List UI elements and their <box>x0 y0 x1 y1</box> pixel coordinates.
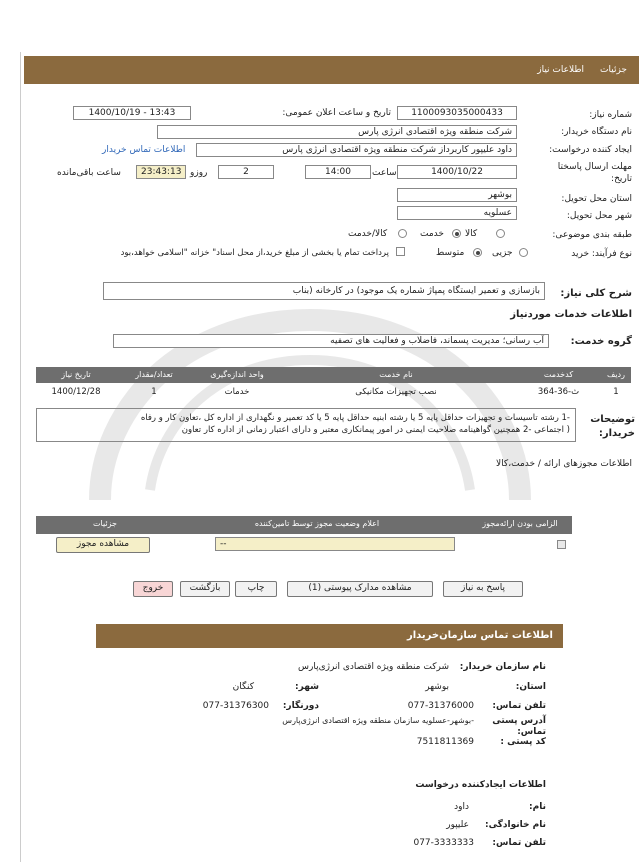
permits-title: اطلاعات مجوزهای ارائه / خدمت،کالا <box>496 459 632 469</box>
purchase-type-label: نوع فرآیند: خرید <box>571 249 632 259</box>
reply-button[interactable]: پاسخ به نیاز <box>443 581 523 597</box>
view-permit-button[interactable]: مشاهده مجوز <box>56 537 150 553</box>
contact-postal: -بوشهر-عسلویه سازمان منطقه ویژه اقتصادی انرژی‌پارس <box>282 716 474 725</box>
creator-name: داود <box>454 802 469 812</box>
col-permit-required: الزامی بودن ارائه‌مجوز <box>482 519 558 528</box>
deadline-date-field: 1400/10/22 <box>397 165 517 179</box>
deadline-time-field: 14:00 <box>305 165 371 179</box>
buyer-field: شرکت منطقه ویژه اقتصادی انرژی پارس <box>157 125 517 139</box>
contact-province-label: استان: <box>515 682 546 692</box>
creator-info-title: اطلاعات ایجادکننده درخواست <box>415 780 546 790</box>
buyer-notes-line-2: ( اجتماعی -2 همچنین گواهینامه صلاحیت ایمنی در امور پیمانکاری معتبر و دارای اعتبار زمانی از اداره کار تعاون <box>181 425 570 435</box>
time-label: ساعت <box>372 168 397 178</box>
announce-field: 1400/10/19 - 13:43 <box>73 106 191 120</box>
creator-family-label: نام خانوادگی: <box>484 820 546 830</box>
contact-city-label: شهر: <box>295 682 319 692</box>
category-goods-label: کالا <box>465 229 478 239</box>
city-label: شهر محل تحویل: <box>566 211 632 221</box>
row-number: 1 <box>613 387 619 397</box>
contact-phone-label: تلفن تماس: <box>492 701 546 711</box>
col-unit: واحد اندازه‌گیری <box>210 370 264 379</box>
col-qty: تعداد/مقدار <box>135 370 173 379</box>
province-field: بوشهر <box>397 188 517 202</box>
deadline-label-1: مهلت ارسال پاسختا <box>557 162 632 172</box>
contact-fax: 077-31376300 <box>202 701 269 711</box>
col-date: تاریخ نیاز <box>61 370 91 379</box>
print-button[interactable]: چاپ <box>235 581 277 597</box>
contact-fax-label: دورنگار: <box>282 701 319 711</box>
contact-phone: 077-31376000 <box>407 701 474 711</box>
tab-details[interactable]: جزئیات <box>600 65 627 75</box>
contact-section-title: اطلاعات تماس سازمان‌خریدار <box>96 624 563 648</box>
days-field: 2 <box>218 165 274 179</box>
announce-label: تاریخ و ساعت اعلان عمومی: <box>282 108 391 118</box>
treasury-payment-checkbox[interactable] <box>396 247 405 256</box>
city-field: عسلویه <box>397 206 517 220</box>
creator-field: داود علیپور کاربرداز شرکت منطقه ویژه اقتصادی انرژی پارس <box>196 143 517 157</box>
permit-status-field: -- <box>215 537 455 551</box>
summary-field: بازسازی و تعمیر ایستگاه پمپاژ شماره یک موجود) در کارخانه (بناب <box>103 282 545 300</box>
contact-org-label: نام سازمان خریدار: <box>459 662 546 672</box>
treasury-payment-note: پرداخت تمام یا بخشی از مبلغ خرید،از محل اسناد" خزانه "اسلامی خواهد،بود <box>120 248 389 258</box>
category-goods-radio[interactable] <box>496 229 505 238</box>
purchase-small-radio[interactable] <box>519 248 528 257</box>
row-unit: خدمات <box>224 387 250 397</box>
col-permit-details: جزئیات <box>93 519 117 528</box>
tab-need-info[interactable]: اطلاعات نیاز <box>537 65 585 75</box>
col-name: نام خدمت <box>379 370 413 379</box>
category-goods-service-label: کالا/خدمت <box>348 229 388 239</box>
contact-province: بوشهر <box>425 682 449 692</box>
remaining-time-field: 23:43:13 <box>136 165 186 179</box>
services-table-header <box>36 367 631 383</box>
buyer-notes-box <box>36 408 576 442</box>
row-name: نصب تجهیزات مکانیکی <box>355 387 437 397</box>
category-service-label: خدمت <box>420 229 444 239</box>
purchase-medium-label: متوسط <box>436 248 465 258</box>
contact-postal-label-1: آدرس پستی <box>492 716 546 726</box>
purchase-small-label: جزیی <box>492 248 513 258</box>
col-code: کدخدمت <box>543 370 574 379</box>
need-number-field: 1100093035000433 <box>397 106 517 120</box>
row-qty: 1 <box>151 387 157 397</box>
service-group-label: گروه خدمت: <box>570 336 632 347</box>
col-row: ردیف <box>607 370 625 379</box>
creator-phone: 077-3333333 <box>413 838 474 848</box>
creator-name-label: نام: <box>529 802 546 812</box>
permits-table-header <box>36 516 572 534</box>
creator-phone-label: تلفن تماس: <box>492 838 546 848</box>
buyer-label: نام دستگاه خریدار: <box>561 127 632 137</box>
row-date: 1400/12/28 <box>51 387 101 397</box>
exit-button[interactable]: خروج <box>133 581 173 597</box>
contact-org: شرکت منطقه ویژه اقتصادی انرژی‌پارس <box>298 662 449 672</box>
category-label: طبقه بندی موضوعی: <box>552 230 632 240</box>
contact-zip-label: کد پستی : <box>500 737 546 747</box>
category-goods-service-radio[interactable] <box>398 229 407 238</box>
buyer-notes-line-1: -1 رشته تاسیسات و تجهیزات حداقل پایه 5 یا رشته ابنیه حداقل پایه 5 یا کد تعمیر و نگهداری از اداره کل ،تعاون کار و رفاه <box>140 413 570 423</box>
service-group-field: آب رسانی؛ مدیریت پسماند، فاضلاب و فعالیت های تصفیه <box>113 334 549 348</box>
services-title: اطلاعات خدمات موردنیاز <box>510 309 632 320</box>
need-number-label: شماره نیاز: <box>589 110 632 120</box>
deadline-label-2: تاریخ: <box>611 174 632 184</box>
buyer-notes-label-1: توضیحات <box>590 414 635 425</box>
creator-label: ایجاد کننده درخواست: <box>549 145 632 155</box>
col-permit-status: اعلام وضعیت مجوز توسط تامین‌کننده <box>254 519 380 528</box>
category-service-radio[interactable] <box>452 229 461 238</box>
permit-required-checkbox <box>557 540 566 549</box>
day-label: روزو <box>190 168 208 178</box>
buyer-notes-label-2: خریدار: <box>598 428 635 439</box>
province-label: استان محل تحویل: <box>561 194 632 204</box>
row-code: ث-36-364 <box>537 387 580 397</box>
contact-zip: 7511811369 <box>416 737 474 747</box>
remaining-label: ساعت باقی‌مانده <box>57 168 121 178</box>
table-row <box>36 384 631 402</box>
purchase-medium-radio[interactable] <box>473 248 482 257</box>
buyer-contact-link[interactable]: اطلاعات تماس خریدار <box>102 145 186 155</box>
contact-postal-label-2: تماس: <box>517 727 546 737</box>
top-nav-bar <box>24 56 639 84</box>
contact-city: کنگان <box>232 682 254 692</box>
creator-family: علیپور <box>446 820 469 830</box>
attachments-button[interactable]: مشاهده مدارک پیوستی (1) <box>287 581 433 597</box>
summary-label: شرح کلی نیاز: <box>560 288 632 299</box>
back-button[interactable]: بازگشت <box>180 581 230 597</box>
